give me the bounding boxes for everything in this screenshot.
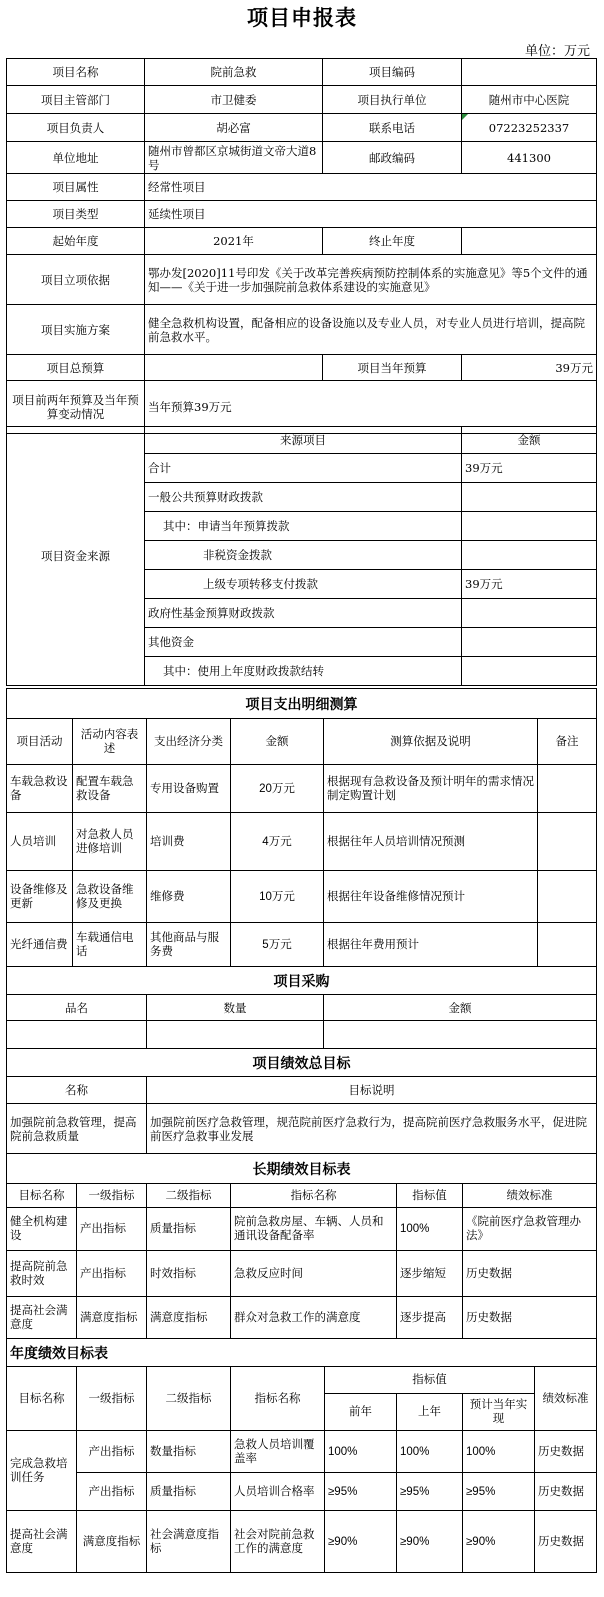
cell: ≥90% [463,1511,535,1573]
name-label: 项目名称 [7,59,145,86]
cell: 根据往年费用预计 [324,923,538,967]
funds-row-name: 其他资金 [145,628,462,657]
funds-row-name: 合计 [145,454,462,483]
cell: 光纤通信费 [7,923,73,967]
zip-label: 邮政编码 [323,142,462,174]
cell [324,1021,597,1049]
cell: 根据往年人员培训情况预测 [324,813,538,871]
funds-row-amount [462,599,597,628]
annual-col: 一级指标 [77,1367,147,1431]
table-row [7,871,597,923]
table-row [7,923,597,967]
longterm-col: 绩效标准 [463,1184,597,1208]
cell: 历史数据 [463,1251,597,1297]
table-row [7,1021,597,1049]
table-row [7,1208,597,1251]
attr-value: 经常性项目 [145,174,597,201]
type-value: 延续性项目 [145,201,597,228]
cell: 根据往年设备维修情况预计 [324,871,538,923]
cell: 时效指标 [147,1251,231,1297]
cell: 人员培训 [7,813,73,871]
annual-col: 指标值 [325,1367,535,1394]
cell: 培训费 [147,813,231,871]
type-label: 项目类型 [7,201,145,228]
owner-label: 项目负责人 [7,114,145,142]
annual-subcol: 上年 [397,1394,463,1431]
cell: 产出指标 [77,1431,147,1473]
total-label: 项目总预算 [7,355,145,381]
cell: 提高社会满意度 [7,1511,77,1573]
cell: 维修费 [147,871,231,923]
annual-header: 年度绩效目标表 [7,1339,597,1367]
expense-col: 金额 [231,719,324,765]
start-value: 2021年 [145,228,323,255]
cell [538,765,597,813]
cell: 历史数据 [535,1431,597,1473]
cell: 100% [325,1431,397,1473]
goal-desc: 加强院前医疗急救管理，规范院前医疗急救行为，提高院前医疗急救服务水平，促进院前医疗急救事业发展 [147,1104,597,1154]
cell: 历史数据 [535,1511,597,1573]
table-row [7,813,597,871]
cell: 10万元 [231,871,324,923]
cell: 社会对院前急救工作的满意度 [231,1511,325,1573]
cell: 设备维修及更新 [7,871,73,923]
addr-value: 随州市曾都区京城街道文帝大道8号 [145,142,323,174]
owner-value: 胡必富 [145,114,323,142]
purchase-col: 品名 [7,995,147,1021]
goal-table [6,1048,597,1154]
exec-label: 项目执行单位 [323,86,462,114]
basis-value: 鄂办发[2020]11号印发《关于改革完善疾病预防控制体系的实施意见》等5个文件的通知——《关于进一步加强院前急救体系建设的实施意见》 [145,255,597,305]
basis-label: 项目立项依据 [7,255,145,305]
funds-row-name: 一般公共预算财政拨款 [145,483,462,512]
cell: 历史数据 [535,1473,597,1511]
expense-table [6,688,597,967]
annual-table [6,1338,597,1573]
expense-col: 活动内容表述 [73,719,147,765]
funds-row-name: 上级专项转移支付拨款 [145,570,462,599]
cell: 历史数据 [463,1297,597,1339]
year-label: 项目当年预算 [323,355,462,381]
cell [147,1021,324,1049]
cell: 车载通信电话 [73,923,147,967]
table-row [7,1251,597,1297]
phone-value: 07223252337 [462,114,597,142]
funds-col-amount: 金额 [462,427,597,454]
funds-col-source: 来源项目 [145,427,462,454]
table-row [7,1297,597,1339]
cell: 其他商品与服务费 [147,923,231,967]
phone-label: 联系电话 [323,114,462,142]
cell: 5万元 [231,923,324,967]
cell: 人员培训合格率 [231,1473,325,1511]
plan-value: 健全急救机构设置，配备相应的设备设施以及专业人员，对专业人员进行培训，提高院前急救水平。 [145,305,597,355]
table-row [7,1511,597,1573]
cell: ≥95% [463,1473,535,1511]
longterm-col: 目标名称 [7,1184,77,1208]
exec-value: 随州市中心医院 [462,86,597,114]
longterm-col: 指标值 [397,1184,463,1208]
end-value [462,228,597,255]
code-label: 项目编码 [323,59,462,86]
cell: 对急救人员进修培训 [73,813,147,871]
table-row [7,765,597,813]
longterm-col: 一级指标 [77,1184,147,1208]
cell: 专用设备购置 [147,765,231,813]
table-row [7,1473,597,1511]
funds-row-amount [462,512,597,541]
cell: 完成急救培训任务 [7,1431,77,1511]
cell: 满意度指标 [147,1297,231,1339]
change-label: 项目前两年预算及当年预算变动情况 [7,381,145,434]
goal-col-name: 名称 [7,1077,147,1104]
plan-label: 项目实施方案 [7,305,145,355]
cell: 质量指标 [147,1208,231,1251]
change-value: 当年预算39万元 [145,381,597,434]
purchase-header: 项目采购 [7,967,597,995]
purchase-table [6,966,597,1049]
attr-label: 项目属性 [7,174,145,201]
cell: 质量指标 [147,1473,231,1511]
longterm-header: 长期绩效目标表 [7,1154,597,1184]
funds-row-name: 政府性基金预算财政拨款 [145,599,462,628]
cell: 数量指标 [147,1431,231,1473]
goal-header: 项目绩效总目标 [7,1049,597,1077]
annual-subcol: 预计当年实现 [463,1394,535,1431]
code-value [462,59,597,86]
goal-name: 加强院前急救管理，提高院前急救质量 [7,1104,147,1154]
cell: 100% [463,1431,535,1473]
cell: ≥95% [397,1473,463,1511]
dept-label: 项目主管部门 [7,86,145,114]
cell: 急救人员培训覆盖率 [231,1431,325,1473]
funds-row-amount [462,628,597,657]
funds-row-amount [462,541,597,570]
zip-value: 441300 [462,142,597,174]
cell: 《院前医疗急救管理办法》 [463,1208,597,1251]
cell [538,813,597,871]
cell: 100% [397,1431,463,1473]
name-value: 院前急救 [145,59,323,86]
annual-subcol: 前年 [325,1394,397,1431]
funds-row-name: 非税资金拨款 [145,541,462,570]
cell: 满意度指标 [77,1297,147,1339]
page-title: 项目申报表 [247,7,357,30]
funds-row-amount: 39万元 [462,570,597,599]
longterm-col: 二级指标 [147,1184,231,1208]
cell: 院前急救房屋、车辆、人员和通讯设备配备率 [231,1208,397,1251]
cell: 车载急救设备 [7,765,73,813]
cell [7,1021,147,1049]
funds-table [6,426,597,686]
cell: 20万元 [231,765,324,813]
cell: 提高社会满意度 [7,1297,77,1339]
year-value: 39万元 [462,355,597,381]
expense-col: 备注 [538,719,597,765]
funds-row-amount [462,483,597,512]
start-label: 起始年度 [7,228,145,255]
table-row [7,1431,597,1473]
cell: 急救反应时间 [231,1251,397,1297]
cell: 逐步缩短 [397,1251,463,1297]
cell: 逐步提高 [397,1297,463,1339]
cell: ≥90% [397,1511,463,1573]
funds-row-name: 其中：申请当年预算拨款 [145,512,462,541]
cell: 急救设备维修及更换 [73,871,147,923]
cell: 配置车载急救设备 [73,765,147,813]
cell: 满意度指标 [77,1511,147,1573]
funds-row-amount: 39万元 [462,454,597,483]
unit-label: 单位：万元 [524,44,590,59]
longterm-col: 指标名称 [231,1184,397,1208]
expense-col: 支出经济分类 [147,719,231,765]
cell: 4万元 [231,813,324,871]
funds-label: 项目资金来源 [7,427,145,686]
cell: 产出指标 [77,1208,147,1251]
cell [538,871,597,923]
funds-row-name: 其中：使用上年度财政拨款结转 [145,657,462,686]
cell: 健全机构建设 [7,1208,77,1251]
cell: 根据现有急救设备及预计明年的需求情况制定购置计划 [324,765,538,813]
end-label: 终止年度 [323,228,462,255]
cell [538,923,597,967]
goal-col-desc: 目标说明 [147,1077,597,1104]
cell: 提高院前急救时效 [7,1251,77,1297]
expense-col: 项目活动 [7,719,73,765]
dept-value: 市卫健委 [145,86,323,114]
basic-info-table [6,58,597,434]
expense-header: 项目支出明细测算 [7,689,597,719]
cell: 产出指标 [77,1251,147,1297]
expense-col: 测算依据及说明 [324,719,538,765]
funds-row-amount [462,657,597,686]
total-value [145,355,323,381]
cell: 100% [397,1208,463,1251]
purchase-col: 数量 [147,995,324,1021]
cell: ≥90% [325,1511,397,1573]
annual-col: 目标名称 [7,1367,77,1431]
addr-label: 单位地址 [7,142,145,174]
purchase-col: 金额 [324,995,597,1021]
longterm-table [6,1153,597,1339]
cell: 社会满意度指标 [147,1511,231,1573]
cell: 群众对急救工作的满意度 [231,1297,397,1339]
annual-col: 二级指标 [147,1367,231,1431]
cell: 产出指标 [77,1473,147,1511]
annual-col: 指标名称 [231,1367,325,1431]
annual-col: 绩效标准 [535,1367,597,1431]
cell: ≥95% [325,1473,397,1511]
